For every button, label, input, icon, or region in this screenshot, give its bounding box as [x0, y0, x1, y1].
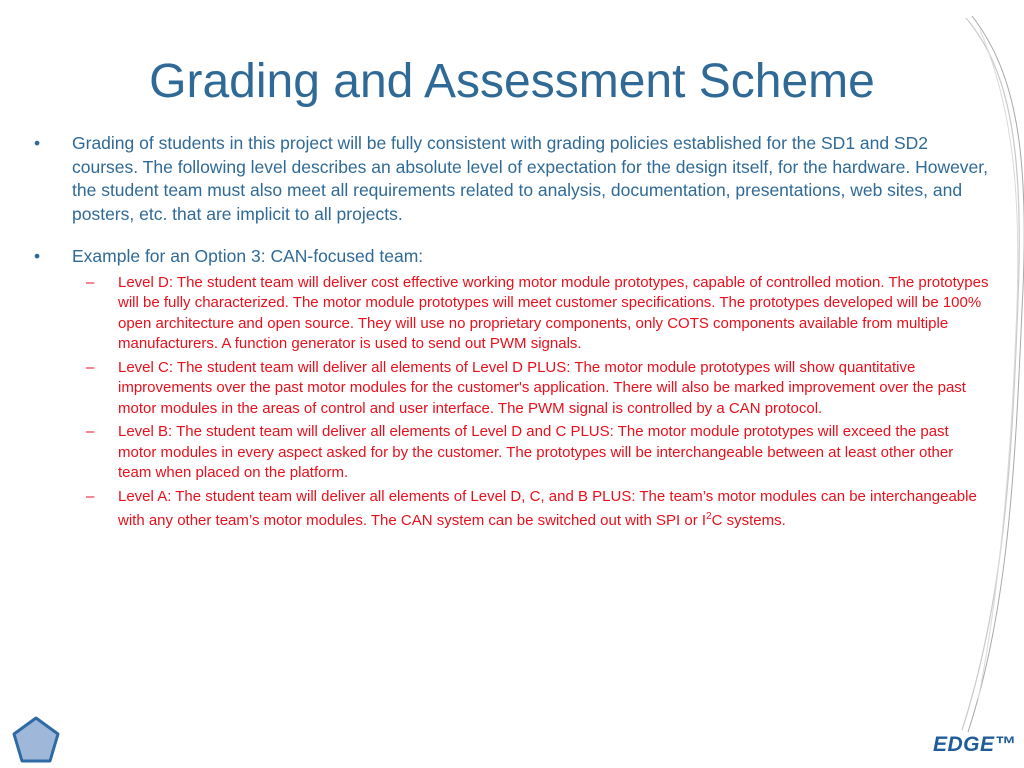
level-d-item — [72, 273, 990, 355]
bullet-text: Example for an Option 3: CAN-focused team: — [72, 246, 424, 266]
level-list — [72, 273, 990, 532]
bullet-grading-policy — [30, 132, 990, 226]
bullet-example-option3 — [30, 245, 990, 269]
level-a-text — [118, 488, 977, 530]
slide-body — [30, 132, 990, 535]
level-c-text: Level C: The student team will deliver all elements of Level D PLUS: The motor module prototypes will show quantitative improvements over the past motor modules for the customer's application. There will also be marked improvement over the past motor modules in the areas of control and user interface. The PWM signal is controlled by a CAN protocol. — [118, 358, 966, 417]
dash-marker: – — [86, 358, 95, 376]
level-a-superscript: 2 — [706, 511, 712, 522]
slide-title: Grading and Assessment Scheme — [149, 55, 875, 108]
dash-marker: – — [86, 273, 95, 291]
level-c-item — [72, 358, 990, 420]
dash-marker: – — [86, 423, 95, 440]
level-b-item — [72, 422, 990, 484]
bullet-text: Grading of students in this project will be fully consistent with grading policies established for the SD1 and SD2 courses. The following level describes an absolute level of expectation for the design itself, for the hardware. However, the student team must also meet all requirements related to analysis, documentation, presentations, web sites, and posters, etc. that are implicit to all projects. — [72, 133, 989, 224]
level-a-text-end: C systems. — [711, 512, 786, 529]
edge-logo: EDGE™ — [932, 733, 1016, 756]
level-a-text-main: Level A: The student team will deliver all elements of Level D, C, and B PLUS: The team’s motor modules can be interchangeable with any other team’s motor modules. The CAN system can be switched out with SPI or I — [118, 487, 977, 529]
level-a-item — [72, 487, 990, 532]
level-d-text: Level D: The student team will deliver cost effective working motor module prototypes, capable of controlled motion. The prototypes will be fully characterized. The motor module prototypes will meet customer specifications. The prototypes developed will be 100% open architecture and open source. They will use no proprietary components, only COTS components available from multiple manufacturers. A function generator is used to send out PWM signals. — [118, 273, 989, 352]
dash-marker: – — [86, 487, 95, 505]
level-b-text: Level B: The student team will deliver all elements of Level D and C PLUS: The motor module prototypes will exceed the past motor modules in every aspect asked for by the customer. The prototypes will be interchangeable between at least other other team when placed on the platform. — [118, 423, 954, 481]
bullet-marker: • — [34, 133, 41, 153]
bullet-marker: • — [34, 246, 41, 266]
pentagon-icon[interactable] — [11, 716, 61, 764]
